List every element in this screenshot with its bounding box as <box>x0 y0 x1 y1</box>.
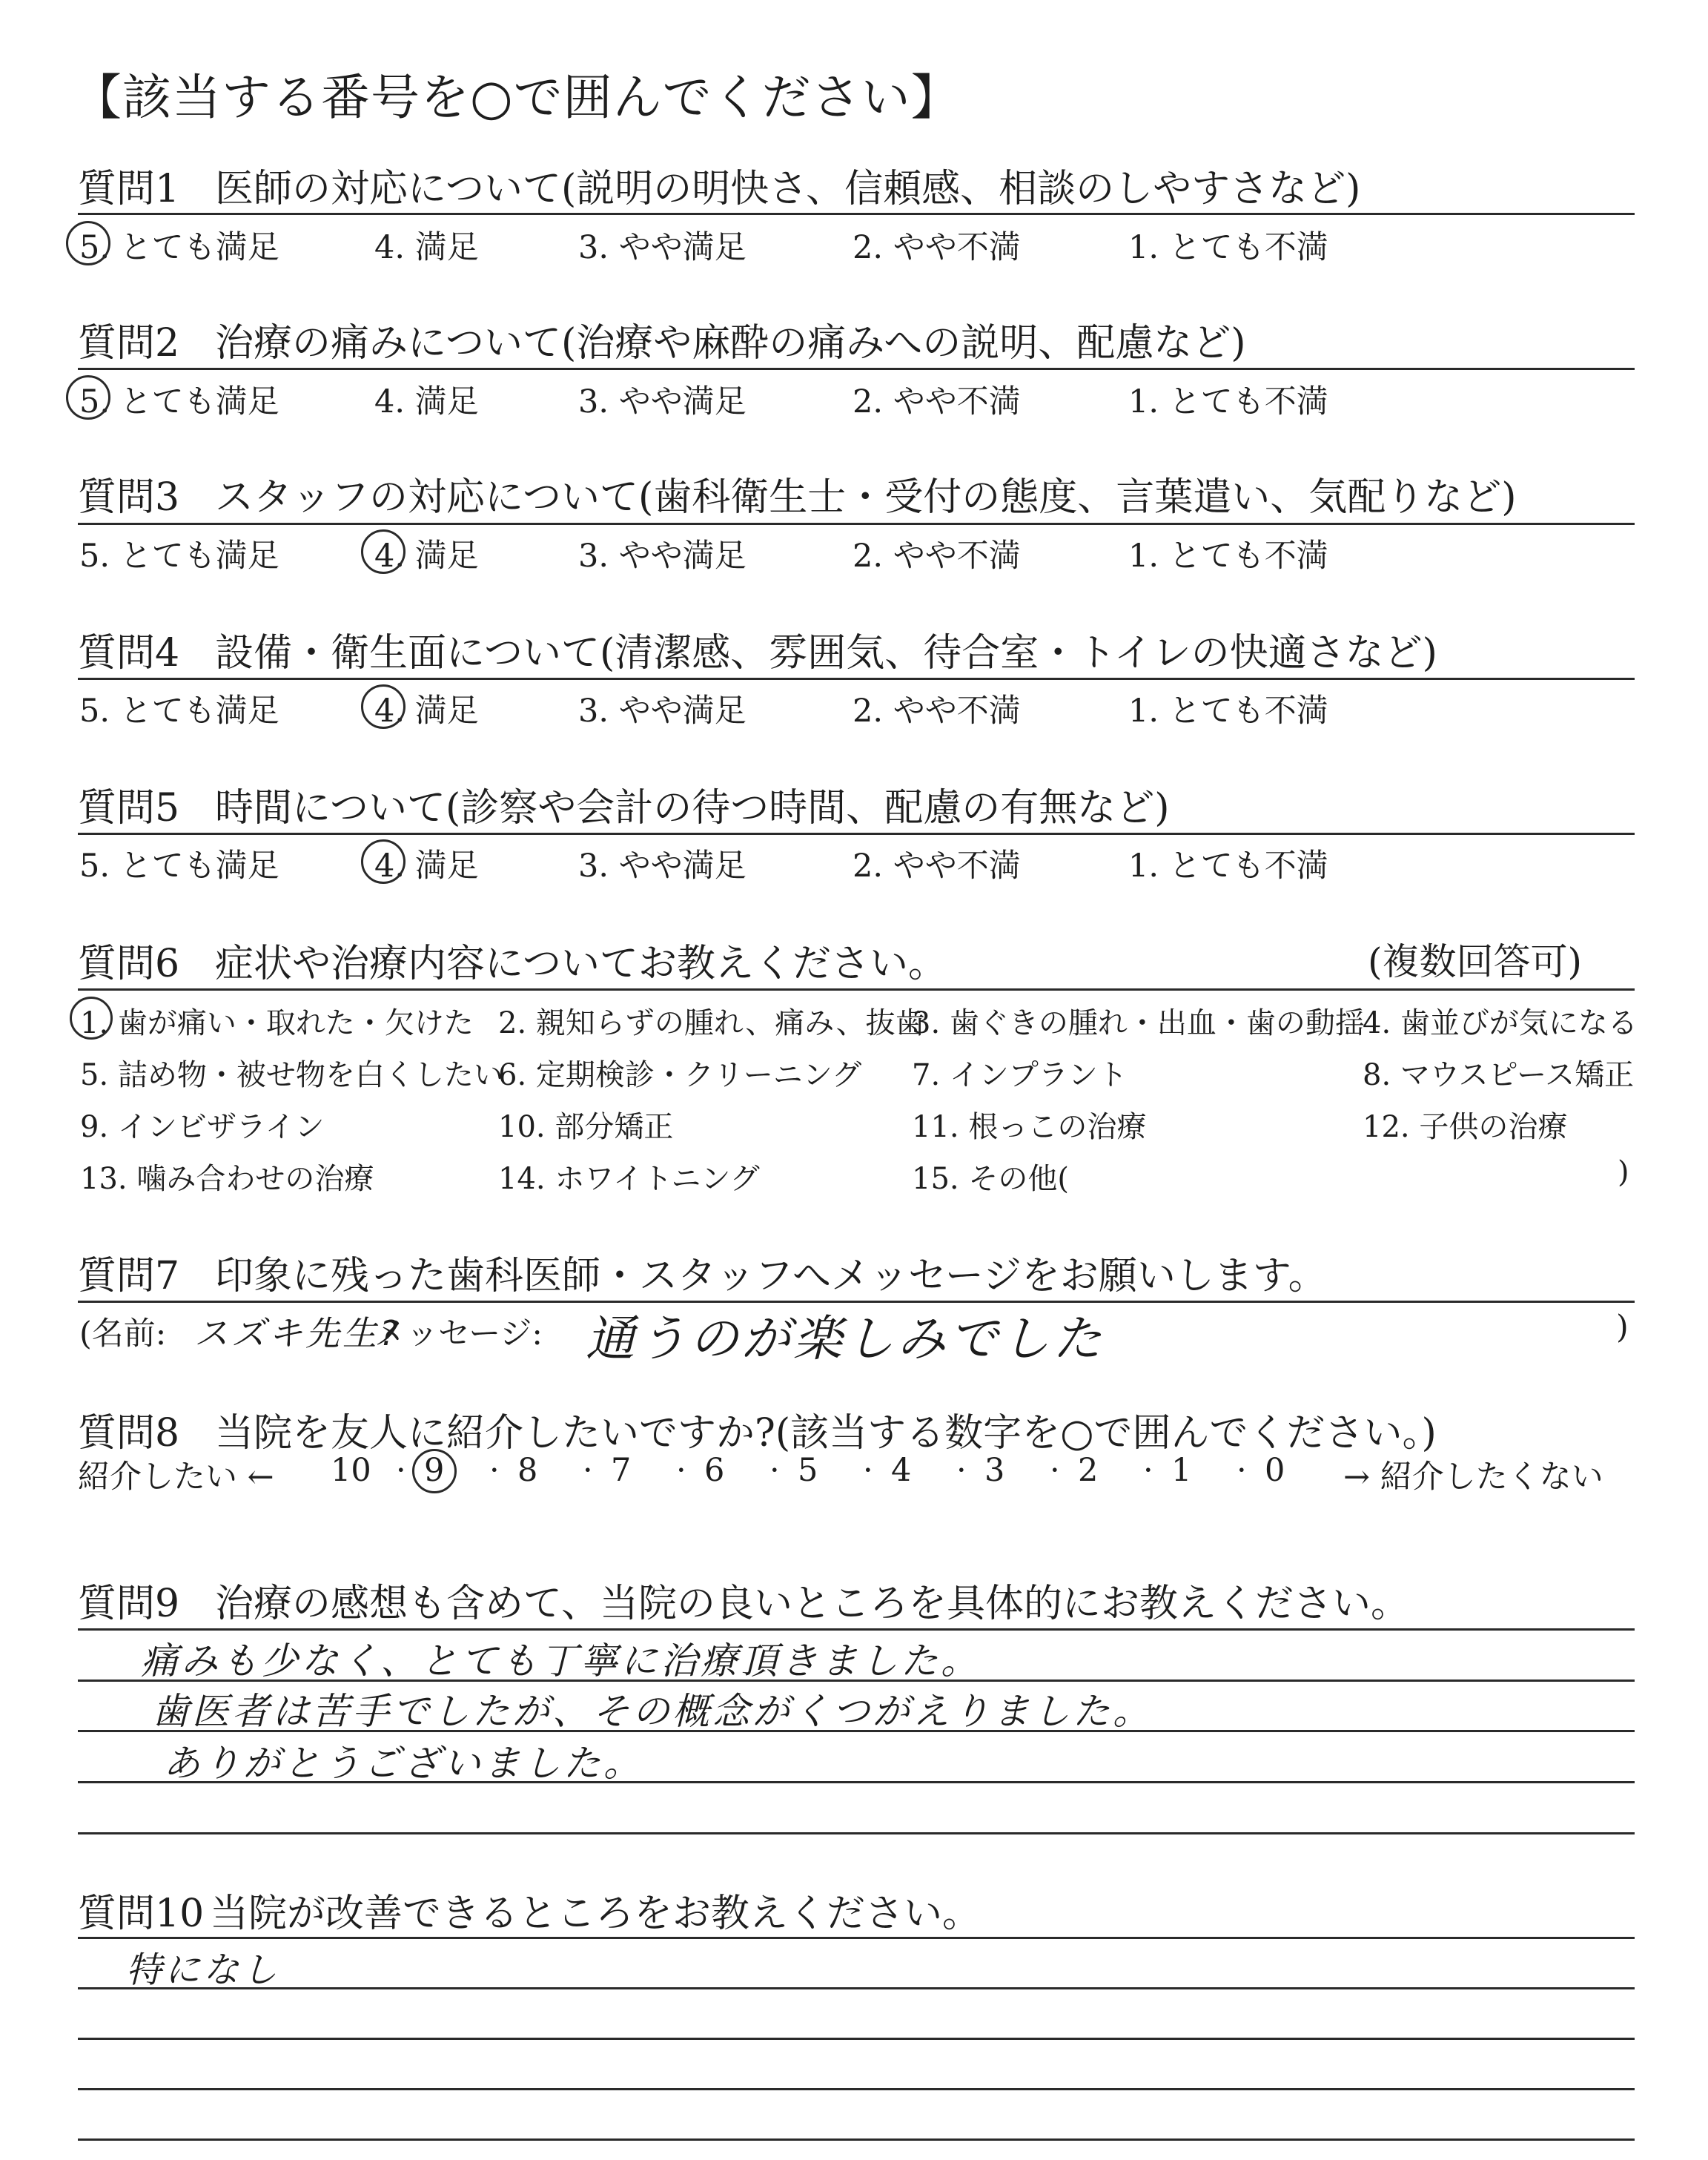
q10-rule-1 <box>78 1937 1635 1939</box>
q6-rule <box>78 988 1635 991</box>
q8-scale-10[interactable]: 10 <box>331 1452 371 1489</box>
q6-option-11[interactable]: 11. 根っこの治療 <box>912 1110 1147 1144</box>
q8-scale-0[interactable]: 0 <box>1265 1452 1285 1489</box>
q9-text: 治療の感想も含めて、当院の良いところを具体的にお教えください。 <box>215 1582 1409 1626</box>
q6-option-15[interactable]: 15. その他( <box>912 1162 1069 1196</box>
q6-other-close-paren: ) <box>1618 1155 1629 1189</box>
q10-rule-5 <box>78 2138 1635 2141</box>
q7-text: 印象に残った歯科医師・スタッフへメッセージをお願いします。 <box>215 1254 1327 1298</box>
q4-number: 質問4 <box>78 631 180 676</box>
q8-scale-dot: · <box>396 1452 406 1489</box>
q9-title <box>78 1572 1409 1628</box>
q2-option-2[interactable]: 2. やや不満 <box>853 383 1021 420</box>
q10-answer-line-1: 特になし <box>126 1949 281 1991</box>
q5-number: 質問5 <box>78 786 180 830</box>
q9-rule-1 <box>78 1628 1635 1631</box>
q8-selected-circle <box>412 1449 457 1493</box>
q3-option-3[interactable]: 3. やや満足 <box>578 538 747 575</box>
q6-option-4[interactable]: 4. 歯並びが気になる <box>1363 1006 1638 1040</box>
q3-rule <box>78 523 1635 525</box>
q8-title <box>78 1401 1437 1457</box>
form-heading: 【該当する番号を○で囲んでください】 <box>73 69 961 126</box>
q8-scale-9[interactable]: 9 <box>424 1452 445 1489</box>
q7-title <box>78 1244 1327 1300</box>
q9-answer-line-3: ありがとうございました。 <box>163 1742 643 1785</box>
q10-number: 質問10 <box>78 1892 205 1936</box>
q5-option-3[interactable]: 3. やや満足 <box>578 848 747 885</box>
q10-title <box>78 1882 981 1938</box>
q4-rule <box>78 678 1635 680</box>
q10-rule-4 <box>78 2088 1635 2090</box>
q6-text: 症状や治療内容についてお教えください。 <box>215 942 947 986</box>
q5-title <box>78 776 1170 832</box>
q2-option-1[interactable]: 1. とても不満 <box>1128 383 1328 420</box>
q1-option-3[interactable]: 3. やや満足 <box>578 229 747 266</box>
q8-number: 質問8 <box>78 1411 180 1456</box>
q8-scale-4[interactable]: 4 <box>891 1452 912 1489</box>
q8-scale-1[interactable]: 1 <box>1171 1452 1192 1489</box>
q6-option-14[interactable]: 14. ホワイトニング <box>498 1162 760 1196</box>
q3-option-4[interactable]: 4. 満足 <box>374 538 479 575</box>
q9-answer-line-1: 痛みも少なく、とても丁寧に治療頂きました。 <box>141 1639 981 1682</box>
q8-text: 当院を友人に紹介したいですか?(該当する数字を○で囲んでください。) <box>215 1411 1437 1456</box>
q1-rule <box>78 213 1635 215</box>
q5-selected-circle <box>361 839 406 884</box>
q1-option-4[interactable]: 4. 満足 <box>374 229 479 266</box>
q4-title <box>78 621 1437 677</box>
q8-scale-dot: · <box>956 1452 967 1489</box>
q4-selected-circle <box>361 684 406 729</box>
q1-option-1[interactable]: 1. とても不満 <box>1128 229 1328 266</box>
q1-text: 医師の対応について(説明の明快さ、信頼感、相談のしやすさなど) <box>215 167 1361 211</box>
q7-number: 質問7 <box>78 1254 180 1298</box>
q6-selected-circle <box>70 997 113 1040</box>
q6-option-7[interactable]: 7. インプラント <box>912 1058 1128 1092</box>
q8-scale-7[interactable]: 7 <box>611 1452 632 1489</box>
q8-scale-dot: · <box>1237 1452 1247 1489</box>
q10-text: 当院が改善できるところをお教えください。 <box>210 1892 982 1936</box>
q8-right-label: → 紹介したくない <box>1343 1459 1603 1496</box>
q4-option-3[interactable]: 3. やや満足 <box>578 693 747 730</box>
q10-rule-3 <box>78 2038 1635 2040</box>
q8-scale-dot: · <box>489 1452 500 1489</box>
q9-answer-line-2: 歯医者は苦手でしたが、その概念がくつがえりました。 <box>152 1690 1153 1733</box>
q8-scale-dot: · <box>863 1452 873 1489</box>
q8-scale-8[interactable]: 8 <box>517 1452 538 1489</box>
q6-option-9[interactable]: 9. インビザライン <box>80 1110 325 1144</box>
q4-text: 設備・衛生面について(清潔感、雰囲気、待合室・トイレの快適さなど) <box>215 631 1437 676</box>
q1-number: 質問1 <box>78 167 180 211</box>
q10-rule-2 <box>78 1987 1635 1989</box>
q8-scale-dot: · <box>769 1452 780 1489</box>
q7-name-value: スズキ先生? <box>194 1313 401 1353</box>
q6-option-8[interactable]: 8. マウスピース矯正 <box>1363 1058 1635 1092</box>
q6-option-10[interactable]: 10. 部分矯正 <box>498 1110 674 1144</box>
q7-name-label: (名前: <box>79 1315 167 1353</box>
q7-close-paren: ) <box>1616 1309 1629 1346</box>
q3-text: スタッフの対応について(歯科衛生士・受付の態度、言葉遣い、気配りなど) <box>215 475 1517 520</box>
q8-scale-dot: · <box>676 1452 686 1489</box>
q7-message-label: メッセージ: <box>374 1315 543 1353</box>
q8-scale-dot: · <box>1143 1452 1153 1489</box>
q1-title <box>78 157 1360 213</box>
q4-option-4[interactable]: 4. 満足 <box>374 693 479 730</box>
q3-option-2[interactable]: 2. やや不満 <box>853 538 1021 575</box>
q5-option-1[interactable]: 1. とても不満 <box>1128 848 1328 885</box>
q5-rule <box>78 833 1635 835</box>
q2-text: 治療の痛みについて(治療や麻酔の痛みへの説明、配慮など) <box>215 321 1246 366</box>
q6-option-5[interactable]: 5. 詰め物・被せ物を白くしたい <box>80 1058 503 1092</box>
q2-option-3[interactable]: 3. やや満足 <box>578 383 747 420</box>
q6-multi-note: (複数回答可) <box>1368 940 1583 983</box>
q2-title <box>78 311 1246 367</box>
q8-scale-dot: · <box>583 1452 593 1489</box>
q8-scale-dot: · <box>1050 1452 1060 1489</box>
q8-scale-3[interactable]: 3 <box>984 1452 1005 1489</box>
q3-selected-circle <box>361 529 406 574</box>
q4-option-1[interactable]: 1. とても不満 <box>1128 693 1328 730</box>
q6-option-12[interactable]: 12. 子供の治療 <box>1363 1110 1568 1144</box>
q6-option-13[interactable]: 13. 噛み合わせの治療 <box>80 1162 374 1196</box>
q2-option-4[interactable]: 4. 満足 <box>374 383 479 420</box>
q5-option-5[interactable]: 5. とても満足 <box>79 848 279 885</box>
q5-option-4[interactable]: 4. 満足 <box>374 848 479 885</box>
q5-text: 時間について(診察や会計の待つ時間、配慮の有無など) <box>215 786 1170 830</box>
q5-option-2[interactable]: 2. やや不満 <box>853 848 1021 885</box>
q2-number: 質問2 <box>78 321 180 366</box>
q3-option-1[interactable]: 1. とても不満 <box>1128 538 1328 575</box>
q4-option-5[interactable]: 5. とても満足 <box>79 693 279 730</box>
q1-option-5[interactable]: 5. とても満足 <box>79 229 279 266</box>
q1-option-2[interactable]: 2. やや不満 <box>853 229 1021 266</box>
q8-scale-6[interactable]: 6 <box>704 1452 725 1489</box>
q9-rule-5 <box>78 1832 1635 1834</box>
q8-scale-2[interactable]: 2 <box>1078 1452 1099 1489</box>
q6-option-6[interactable]: 6. 定期検診・クリーニング <box>498 1058 862 1092</box>
q8-left-label: 紹介したい ← <box>78 1459 274 1496</box>
q1-selected-circle <box>66 221 110 265</box>
q3-option-5[interactable]: 5. とても満足 <box>79 538 279 575</box>
q4-option-2[interactable]: 2. やや不満 <box>853 693 1021 730</box>
q6-option-2[interactable]: 2. 親知らずの腫れ、痛み、抜歯 <box>498 1006 925 1040</box>
q2-selected-circle <box>66 375 110 420</box>
q2-option-5[interactable]: 5. とても満足 <box>79 383 279 420</box>
q6-option-1[interactable]: 1. 歯が痛い・取れた・欠けた <box>80 1006 474 1040</box>
q9-number: 質問9 <box>78 1582 180 1626</box>
q6-number: 質問6 <box>78 942 180 986</box>
q3-title <box>78 466 1517 521</box>
q2-rule <box>78 368 1635 370</box>
q6-title <box>78 932 947 988</box>
q6-option-3[interactable]: 3. 歯ぐきの腫れ・出血・歯の動揺 <box>912 1006 1365 1040</box>
q7-message-value: 通うのが楽しみでした <box>586 1310 1105 1367</box>
q3-number: 質問3 <box>78 475 180 520</box>
q8-scale-5[interactable]: 5 <box>798 1452 818 1489</box>
